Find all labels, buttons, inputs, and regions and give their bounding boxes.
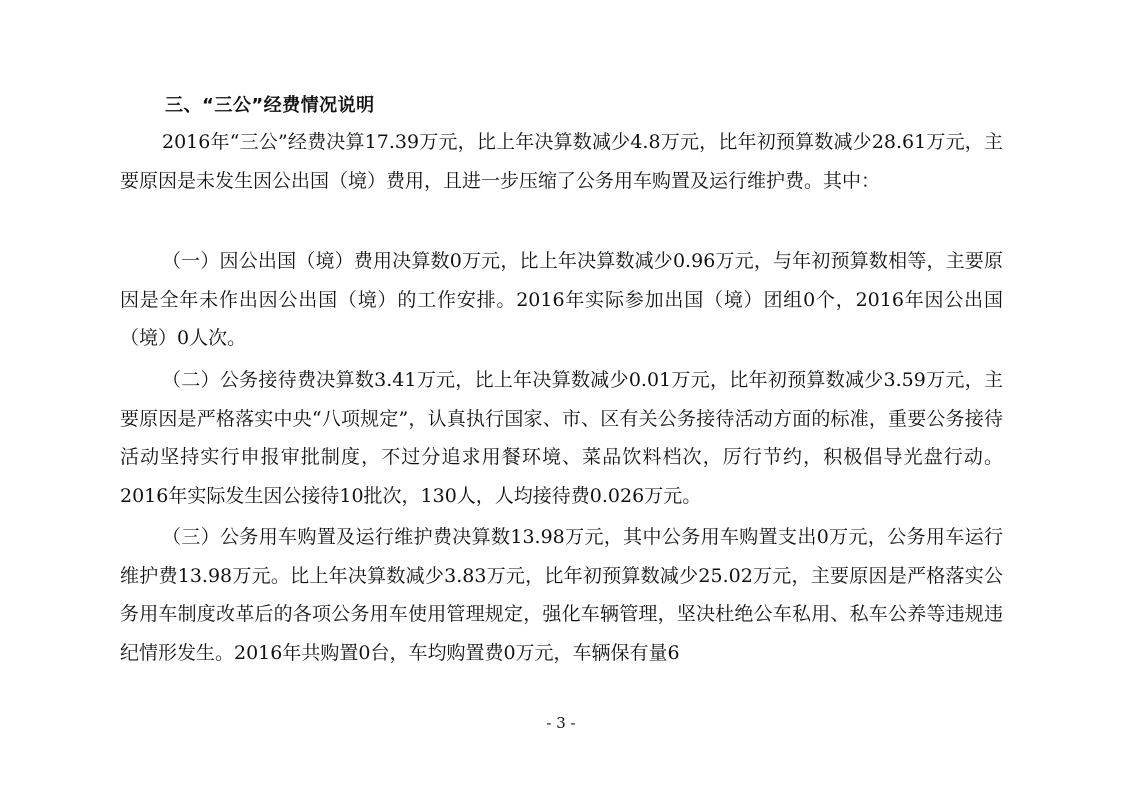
section-heading: 三、“三公”经费情况说明 [165,95,375,116]
paragraph-vehicles: （三）公务用车购置及运行维护费决算数13.98万元，其中公务用车购置支出0万元，公务用车运行维护费13.98万元。比上年决算数减少3.83万元，比年初预算数减少25.02万元，主要原因是严格落实公务用车制度改革后的各项公务用车使用管理规定，强化车辆管理，坚决杜绝公车私用、私车公养等违规违纪情形发生。2016年共购置0台，车均购置费0万元，车辆保有量6 [120,526,1003,665]
page-number: - 3 - [546,714,576,732]
paragraph-overseas-travel: （一）因公出国（境）费用决算数0万元，比上年决算数减少0.96万元，与年初预算数相等，主要原因是全年未作出因公出国（境）的工作安排。2016年实际参加出国（境）团组0个，2016年因公出国（境）0人次。 [120,250,1003,350]
paragraph-reception: （二）公务接待费决算数3.41万元，比上年决算数减少0.01万元，比年初预算数减少3.59万元，主要原因是严格落实中央“八项规定”，认真执行国家、市、区有关公务接待活动方面的标准，重要公务接待活动坚持实行申报审批制度，不过分追求用餐环境、菜品饮料档次，厉行节约，积极倡导光盘行动。2016年实际发生因公接待10批次，130人，人均接待费0.026万元。 [120,369,1003,508]
paragraph-summary: 2016年“三公”经费决算17.39万元，比上年决算数减少4.8万元，比年初预算数减少28.61万元，主要原因是未发生因公出国（境）费用，且进一步压缩了公务用车购置及运行维护费。其中： [120,131,1003,192]
